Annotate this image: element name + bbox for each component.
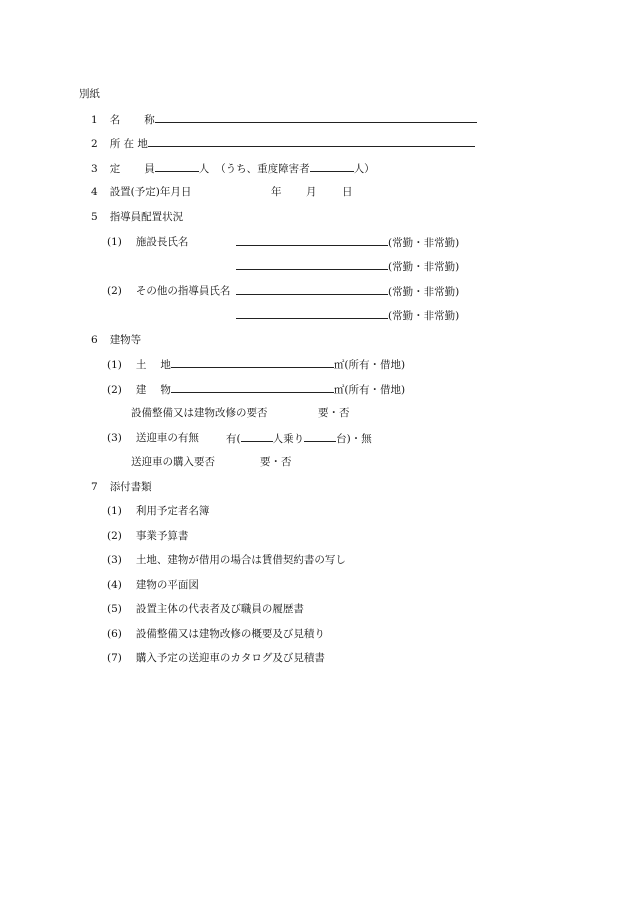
instructor-label: その他の指導員氏名 xyxy=(135,285,231,297)
attachment-label: 別紙 xyxy=(79,88,100,100)
name-label-a: 名 xyxy=(109,114,121,126)
director-name-blank-2[interactable] xyxy=(236,259,388,270)
section-2-number: 2 xyxy=(91,138,98,150)
director-label: 施設長氏名 xyxy=(135,236,189,248)
building-label-a: 建 xyxy=(135,384,147,396)
capacity-unit: 人 xyxy=(198,163,210,175)
section-3 xyxy=(91,161,375,176)
building-unit: ㎡(所有・借地) xyxy=(333,384,406,396)
shuttle-purchase-label: 送迎車の購入要否 xyxy=(131,456,215,468)
attachment-item-text: 購入予定の送迎車のカタログ及び見積書 xyxy=(135,652,325,664)
shuttle-has: 有( xyxy=(226,433,241,445)
land-label-a: 土 xyxy=(135,359,147,371)
section-5-title: 指導員配置状況 xyxy=(109,211,184,223)
shuttle-label: 送迎車の有無 xyxy=(135,432,199,444)
attachment-item-number: (5) xyxy=(107,603,122,615)
attachment-item-number: (2) xyxy=(107,530,122,542)
capacity-label-a: 定 xyxy=(109,163,121,175)
capacity-label-b: 員 xyxy=(144,163,155,175)
director-name-blank-1[interactable] xyxy=(236,235,388,246)
attachment-item xyxy=(107,627,325,641)
capacity-blank[interactable] xyxy=(155,161,199,172)
section-1 xyxy=(91,112,477,127)
shuttle-seats-blank[interactable] xyxy=(241,431,273,442)
attachment-item xyxy=(107,651,325,665)
land-number: (1) xyxy=(107,359,122,371)
attachment-item-text: 土地、建物が借用の場合は賃借契約書の写し xyxy=(135,554,346,566)
director-line-2 xyxy=(236,259,459,274)
attachment-item-text: 利用予定者名簿 xyxy=(135,505,210,517)
director-number: (1) xyxy=(107,236,122,248)
name-blank[interactable] xyxy=(155,112,477,123)
section-6-number: 6 xyxy=(91,334,98,346)
attachment-item xyxy=(107,553,346,567)
shuttle-count-blank[interactable] xyxy=(304,431,336,442)
shuttle-row xyxy=(107,431,199,445)
attachment-item-number: (6) xyxy=(107,628,122,640)
instructor-line-1 xyxy=(236,284,459,299)
building-label-b: 物 xyxy=(160,384,171,396)
building-number: (2) xyxy=(107,384,122,396)
land-area-blank[interactable] xyxy=(171,357,334,368)
shuttle-purchase-choice[interactable]: 要・否 xyxy=(260,456,292,468)
severe-disability-unit: 人） xyxy=(353,163,375,175)
land-label-b: 地 xyxy=(160,359,171,371)
director-status-2: (常勤・非常勤) xyxy=(388,261,460,273)
attachment-item-number: (3) xyxy=(107,554,122,566)
attachment-item-number: (4) xyxy=(107,579,122,591)
name-label-b: 称 xyxy=(144,114,155,126)
shuttle-detail xyxy=(226,431,372,446)
land-unit: ㎡(所有・借地) xyxy=(333,359,406,371)
attachment-item-text: 建物の平面図 xyxy=(135,579,199,591)
section-5-number: 5 xyxy=(91,211,98,223)
day-label: 日 xyxy=(342,186,353,198)
instructor-line-2 xyxy=(236,308,459,323)
address-blank[interactable] xyxy=(148,136,475,147)
instructor-status-1: (常勤・非常勤) xyxy=(388,286,460,298)
address-label: 所 在 地 xyxy=(109,138,148,150)
director-row xyxy=(107,235,188,249)
section-6 xyxy=(91,333,141,347)
section-1-number: 1 xyxy=(91,114,98,126)
section-4 xyxy=(91,185,191,199)
attachment-item-number: (7) xyxy=(107,652,122,664)
shuttle-count-unit: 台)・無 xyxy=(336,433,372,445)
building-row xyxy=(107,382,405,397)
section-3-number: 3 xyxy=(91,163,98,175)
attachment-item xyxy=(107,602,304,616)
renovation-need-label: 設備整備又は建物改修の要否 xyxy=(131,407,268,419)
shuttle-number: (3) xyxy=(107,432,122,444)
instructor-name-blank-2[interactable] xyxy=(236,308,388,319)
instructor-number: (2) xyxy=(107,285,122,297)
section-2 xyxy=(91,136,475,151)
attachment-item xyxy=(107,504,209,518)
attachment-item-text: 設置主体の代表者及び職員の履歴書 xyxy=(135,603,304,615)
severe-disability-label: （うち、重度障害者 xyxy=(215,163,310,175)
instructor-status-2: (常勤・非常勤) xyxy=(388,310,460,322)
year-label: 年 xyxy=(271,186,282,198)
section-6-title: 建物等 xyxy=(109,334,142,346)
section-7 xyxy=(91,480,152,494)
shuttle-seats-unit: 人乗り xyxy=(272,433,305,445)
renovation-need-choice[interactable]: 要・否 xyxy=(318,407,350,419)
section-7-number: 7 xyxy=(91,481,98,493)
attachment-item xyxy=(107,578,199,592)
attachment-item-text: 事業予算書 xyxy=(135,530,189,542)
attachment-item xyxy=(107,529,188,543)
instructor-row xyxy=(107,284,230,298)
attachment-item-number: (1) xyxy=(107,505,122,517)
building-area-blank[interactable] xyxy=(171,382,334,393)
month-label: 月 xyxy=(306,186,317,198)
director-line-1 xyxy=(236,235,459,250)
section-4-number: 4 xyxy=(91,186,98,198)
land-row xyxy=(107,357,405,372)
director-status-1: (常勤・非常勤) xyxy=(388,237,460,249)
section-7-title: 添付書類 xyxy=(109,481,152,493)
severe-disability-blank[interactable] xyxy=(310,161,354,172)
instructor-name-blank-1[interactable] xyxy=(236,284,388,295)
establish-date-label: 設置(予定)年月日 xyxy=(109,186,192,198)
section-5 xyxy=(91,210,183,224)
attachment-item-text: 設備整備又は建物改修の概要及び見積り xyxy=(135,628,325,640)
